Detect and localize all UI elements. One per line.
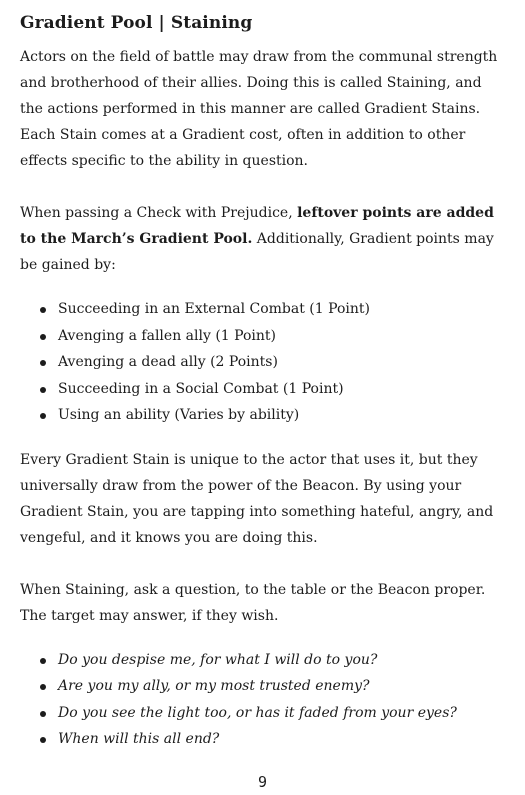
list-item: Avenging a fallen ally (1 Point) xyxy=(58,323,505,350)
prejudice-paragraph xyxy=(20,200,505,278)
intro-paragraph: Actors on the field of battle may draw from the communal strength and brotherhood of their allies. Doing this is called Staining, and the actions performed in this manner are called Gradient Stains. Each Stain comes at a Gradient cost, often in addition to other effects specific to the ability in question. xyxy=(20,49,498,169)
page-number: 9 xyxy=(257,773,268,791)
paragraph-gap xyxy=(20,174,505,200)
list-item: Using an ability (Varies by ability) xyxy=(58,402,505,429)
prejudice-text-bold: leftover points are added to the March’s Gradient Pool. xyxy=(20,205,494,247)
staining-question-list xyxy=(20,647,505,753)
list-item: When will this all end? xyxy=(58,726,505,753)
list-item: Are you my ally, or my most trusted enemy? xyxy=(58,673,505,700)
document-page xyxy=(20,10,505,771)
list-item: Avenging a dead ally (2 Points) xyxy=(58,349,505,376)
list-item: Do you despise me, for what I will do to you? xyxy=(58,647,505,674)
beacon-paragraph: Every Gradient Stain is unique to the actor that uses it, but they universally draw from the power of the Beacon. By using your Gradient Stain, you are tapping into something hateful, angry, and vengeful, and it knows you are doing this. xyxy=(20,451,494,546)
prejudice-text-before: When passing a Check with Prejudice, xyxy=(20,205,298,221)
section-heading: Gradient Pool | Staining xyxy=(20,13,253,33)
paragraph-gap xyxy=(20,551,505,577)
list-item: Do you see the light too, or has it faded from your eyes? xyxy=(58,700,505,727)
prejudice-text-after: Additionally, Gradient points may be gained by: xyxy=(20,231,494,273)
list-item: Succeeding in a Social Combat (1 Point) xyxy=(58,376,505,403)
list-item: Succeeding in an External Combat (1 Point) xyxy=(58,296,505,323)
staining-question-paragraph: When Staining, ask a question, to the table or the Beacon proper. The target may answer, if they wish. xyxy=(20,581,486,624)
gradient-gain-list xyxy=(20,296,505,429)
